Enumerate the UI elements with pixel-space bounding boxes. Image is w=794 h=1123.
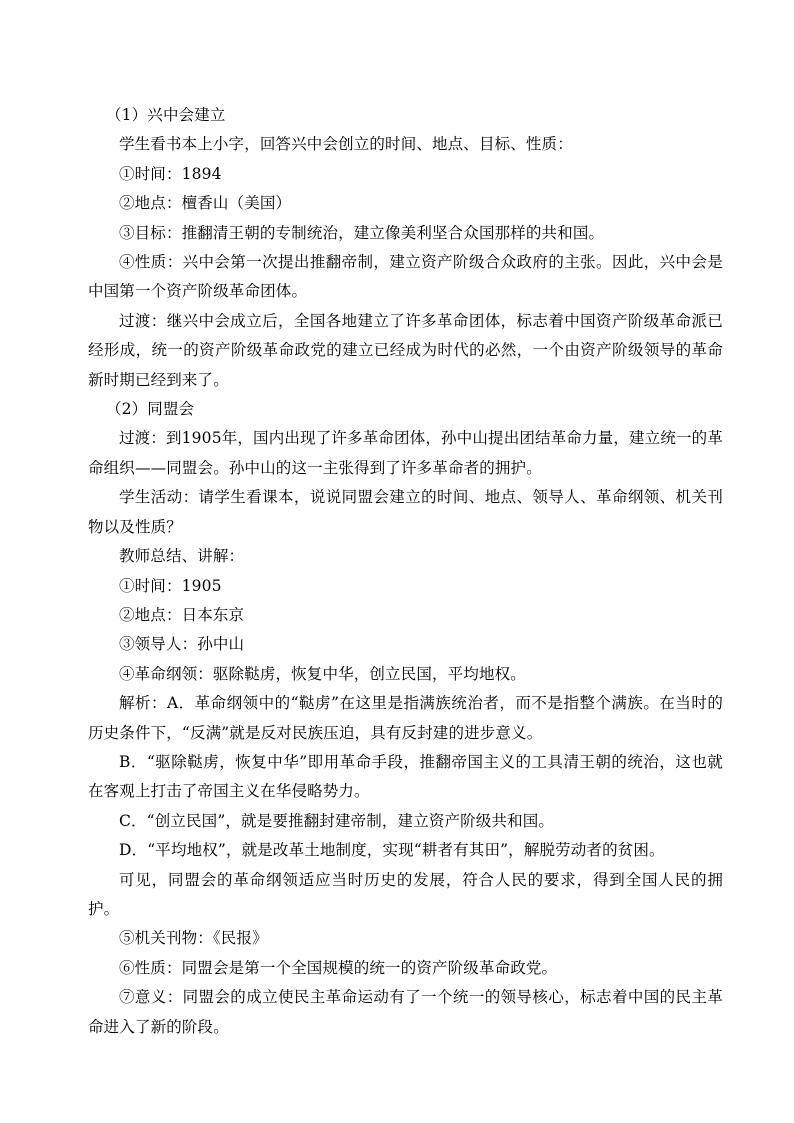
- paragraph-teacher-summary: 教师总结、讲解：: [119, 547, 245, 566]
- list-item-place-tokyo: ②地点：日本东京: [119, 605, 245, 624]
- paragraph-analysis-d: D．“平均地权”，就是改革土地制度，实现“耕者有其田”，解脱劳动者的贫困。: [119, 841, 665, 860]
- section-heading-xingzhonghui: （1）兴中会建立: [106, 106, 226, 124]
- list-item-nature-xingzhonghui: ④性质：兴中会第一次提出推翻帝制，建立资产阶级合众政府的主张。因此，兴中会是中国第一个资产阶级革命团体。: [88, 253, 723, 301]
- list-item-goal: ③目标：推翻清王朝的专制统治，建立像美利坚合众国那样的共和国。: [119, 223, 605, 242]
- list-item-nature-tongmenghui: ⑥性质：同盟会是第一个全国规模的统一的资产阶级革命政党。: [119, 958, 558, 977]
- paragraph-analysis-a: 解析：A．革命纲领中的“鞑虏”在这里是指满族统治者，而不是指整个满族。在当时的历史条件下，“反满”就是反对民族压迫，具有反封建的进步意义。: [88, 694, 723, 742]
- section-heading-tongmenghui: （2）同盟会: [106, 400, 195, 419]
- paragraph-conclusion: 可见，同盟会的革命纲领适应当时历史的发展，符合人民的要求，得到全国人民的拥护。: [88, 870, 723, 918]
- list-item-leader: ③领导人：孙中山: [119, 635, 245, 654]
- paragraph-transition-2: 过渡：到1905年，国内出现了许多革命团体，孙中山提出团结革命力量，建立统一的革命组织——同盟会。孙中山的这一主张得到了许多革命者的拥护。: [88, 429, 723, 477]
- list-item-place-honolulu: ②地点：檀香山（美国）: [119, 194, 292, 213]
- paragraph-student-activity: 学生活动：请学生看课本，说说同盟会建立的时间、地点、领导人、革命纲领、机关刊物以及性质？: [88, 488, 723, 536]
- list-item-time-1894: ①时间：1894: [119, 164, 222, 183]
- paragraph-student-task-1: 学生看书本上小字，回答兴中会创立的时间、地点、目标、性质：: [119, 135, 573, 154]
- list-item-time-1905: ①时间：1905: [119, 576, 222, 595]
- paragraph-transition-1: 过渡：继兴中会成立后，全国各地建立了许多革命团体，标志着中国资产阶级革命派已经形成，统一的资产阶级革命政党的建立已经成为时代的必然，一个由资产阶级领导的革命新时期已经到来了。: [88, 311, 723, 389]
- list-item-publication: ⑤机关刊物：《民报》: [119, 929, 268, 948]
- document-body: [88, 101, 723, 1042]
- paragraph-analysis-c: C．“创立民国”，就是要推翻封建帝制，建立资产阶级共和国。: [119, 811, 555, 830]
- paragraph-analysis-b: B．“驱除鞑虏，恢复中华”即用革命手段，推翻帝国主义的工具清王朝的统治，这也就在客观上打击了帝国主义在华侵略势力。: [88, 752, 723, 801]
- list-item-significance: ⑦意义：同盟会的成立使民主革命运动有了一个统一的领导核心，标志着中国的民主革命进入了新的阶段。: [88, 988, 723, 1036]
- list-item-program: ④革命纲领：驱除鞑虏，恢复中华，创立民国，平均地权。: [119, 664, 526, 683]
